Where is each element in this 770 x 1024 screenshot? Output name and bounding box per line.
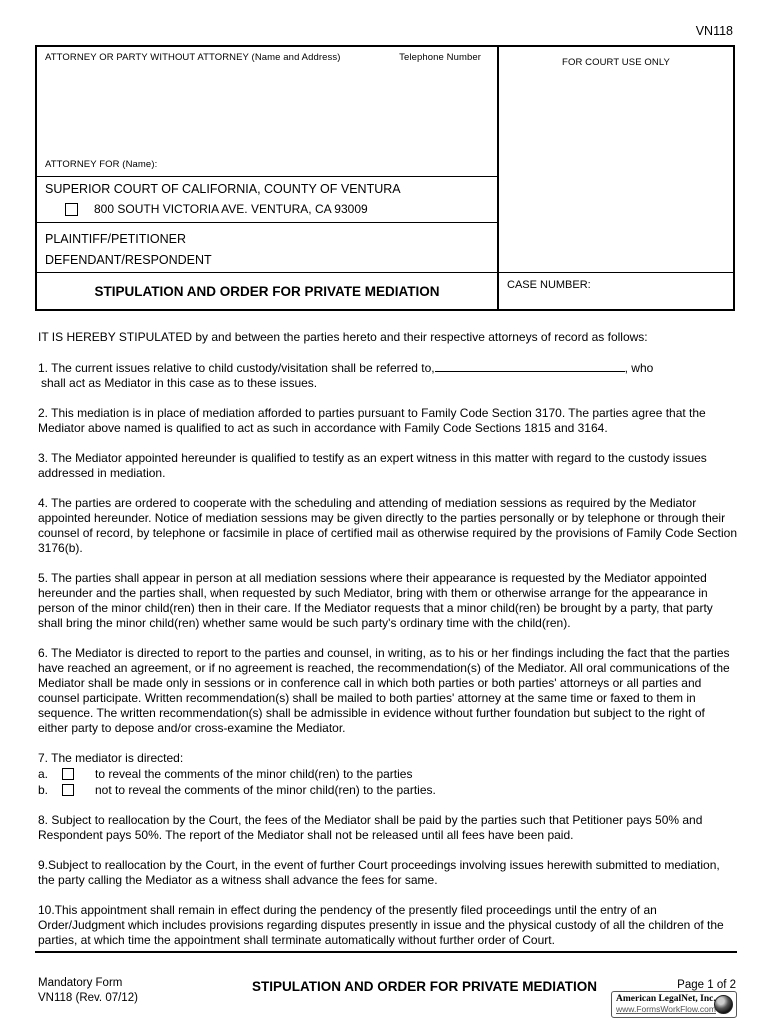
plaintiff-petitioner-label: PLAINTIFF/PETITIONER: [45, 232, 186, 246]
attorney-name-address-field[interactable]: [37, 47, 499, 176]
paragraph-8: 8. Subject to reallocation by the Court, the fees of the Mediator shall be paid by the parties such that Petitioner pays 50% and Respondent pays 50%. The report of the Mediator shall not be released until all fees have been paid.: [38, 813, 703, 842]
option-a-checkbox[interactable]: [62, 768, 74, 780]
form-number: VN118: [695, 24, 733, 38]
paragraph-7: [38, 751, 738, 798]
option-a-row: [38, 766, 738, 782]
american-legalnet-logo: [611, 991, 737, 1018]
paragraph-7-heading: 7. The mediator is directed:: [38, 751, 184, 765]
mediator-name-blank[interactable]: [435, 360, 625, 372]
mandatory-form-label: Mandatory Form: [38, 977, 123, 989]
court-info-cell: [37, 176, 499, 222]
case-number-field[interactable]: [499, 272, 733, 309]
form-caption-box: [35, 45, 735, 311]
party-names-area[interactable]: [37, 222, 499, 272]
paragraph-2: 2. This mediation is in place of mediation afforded to parties pursuant to Family Code Section 3170. The parties agree that the Mediator above named is qualified to act as such in accordance with Family Code Sections 1815 and 3164.: [38, 406, 706, 435]
for-court-use-area: [499, 47, 733, 272]
for-court-use-label: FOR COURT USE ONLY: [562, 57, 670, 68]
paragraph-1-suffix: , who: [624, 361, 654, 375]
paragraph-1: [38, 360, 738, 376]
form-title: STIPULATION AND ORDER FOR PRIVATE MEDIATION: [94, 283, 440, 299]
paragraph-10: 10.This appointment shall remain in effect during the pendency of the presently filed proceedings until the entry of an Order/Judgment which includes provisions regarding disputes presently in issue and the physical custody of all the children of the parties, at which time the appointment shall terminate automatically without further order of Court.: [38, 903, 724, 947]
paragraph-9: 9.Subject to reallocation by the Court, in the event of further Court proceedings involving issues herewith submitted to mediation, the party calling the Mediator as a witness shall advance the fees for same.: [38, 858, 720, 887]
intro-paragraph: IT IS HEREBY STIPULATED by and between the parties hereto and their respective attorneys of record as follows:: [38, 330, 648, 344]
legalnet-company-name: American LegalNet, Inc.: [616, 994, 716, 1004]
paragraph-1-line2: shall act as Mediator in this case as to these issues.: [41, 376, 318, 390]
stipulation-body: [38, 330, 738, 963]
form-title-cell: [37, 272, 499, 309]
paragraph-3: 3. The Mediator appointed hereunder is qualified to testify as an expert witness in this matter with regard to the custody issues addressed in mediation.: [38, 451, 707, 480]
attorney-for-label: ATTORNEY FOR (Name):: [45, 159, 158, 170]
footer-form-type: [38, 976, 208, 1006]
formsworkflow-link[interactable]: www.FormsWorkFlow.com: [616, 1004, 716, 1014]
option-b-checkbox[interactable]: [62, 784, 74, 796]
attorney-party-label: ATTORNEY OR PARTY WITHOUT ATTORNEY (Name and Address): [45, 52, 341, 63]
court-address: 800 SOUTH VICTORIA AVE. VENTURA, CA 93009: [94, 202, 368, 216]
paragraph-4: 4. The parties are ordered to cooperate with the scheduling and attending of mediation sessions as required by the Mediator appointed hereunder. Notice of mediation sessions may be given directly to the parties personally or by telephone or through their counsel of record, by telephone or facsimile in place of certified mail as otherwise required by the provisions of Family Code Section 3176(b).: [38, 496, 738, 555]
footer-title: STIPULATION AND ORDER FOR PRIVATE MEDIATION: [252, 979, 597, 994]
page-number: Page 1 of 2: [677, 979, 736, 991]
option-b-letter: b.: [38, 782, 49, 797]
court-address-checkbox[interactable]: [65, 203, 78, 216]
court-name: SUPERIOR COURT OF CALIFORNIA, COUNTY OF VENTURA: [45, 182, 401, 196]
footer-divider: [35, 951, 737, 953]
form-revision-label: VN118 (Rev. 07/12): [38, 992, 138, 1004]
defendant-respondent-label: DEFENDANT/RESPONDENT: [45, 253, 212, 267]
case-number-label: CASE NUMBER:: [507, 279, 591, 291]
paragraph-6: 6. The Mediator is directed to report to the parties and counsel, in writing, as to his or her findings including the fact that the parties have reached an agreement, or if no agreement is reached, the recommendation(s) of the Mediator. All oral communications of the Mediator shall be made only in sessions or in conference call in which both parties or both parties' attorneys or all parties and counsel participate. Written recommendation(s) shall be mailed to both parties' attorney at the same time or faxed to them in sequence. The written recommendation(s) shall be admissible in evidence without further foundation but subject to the right of either party to depose and/or cross-examine the Mediator.: [38, 646, 730, 735]
paragraph-1-prefix: 1. The current issues relative to child custody/visitation shall be referred to,: [38, 361, 435, 375]
paragraph-5: 5. The parties shall appear in person at all mediation sessions where their appearance is requested by the Mediator appointed hereunder and the parties shall, when requested by such Mediator, bring with them or otherwise arrange for the appearance in person of the minor child(ren) then in their care. If the Mediator requests that a minor child(ren) be brought by a party, that party shall bring the minor child(ren) whether same would be such party's ordinary time with the child(ren).: [38, 571, 713, 630]
option-a-letter: a.: [38, 766, 49, 781]
option-b-text: not to reveal the comments of the minor child(ren) to the parties.: [95, 782, 436, 797]
telephone-number-label: Telephone Number: [399, 52, 481, 63]
option-b-row: [38, 782, 738, 798]
option-a-text: to reveal the comments of the minor child(ren) to the parties: [95, 766, 413, 781]
